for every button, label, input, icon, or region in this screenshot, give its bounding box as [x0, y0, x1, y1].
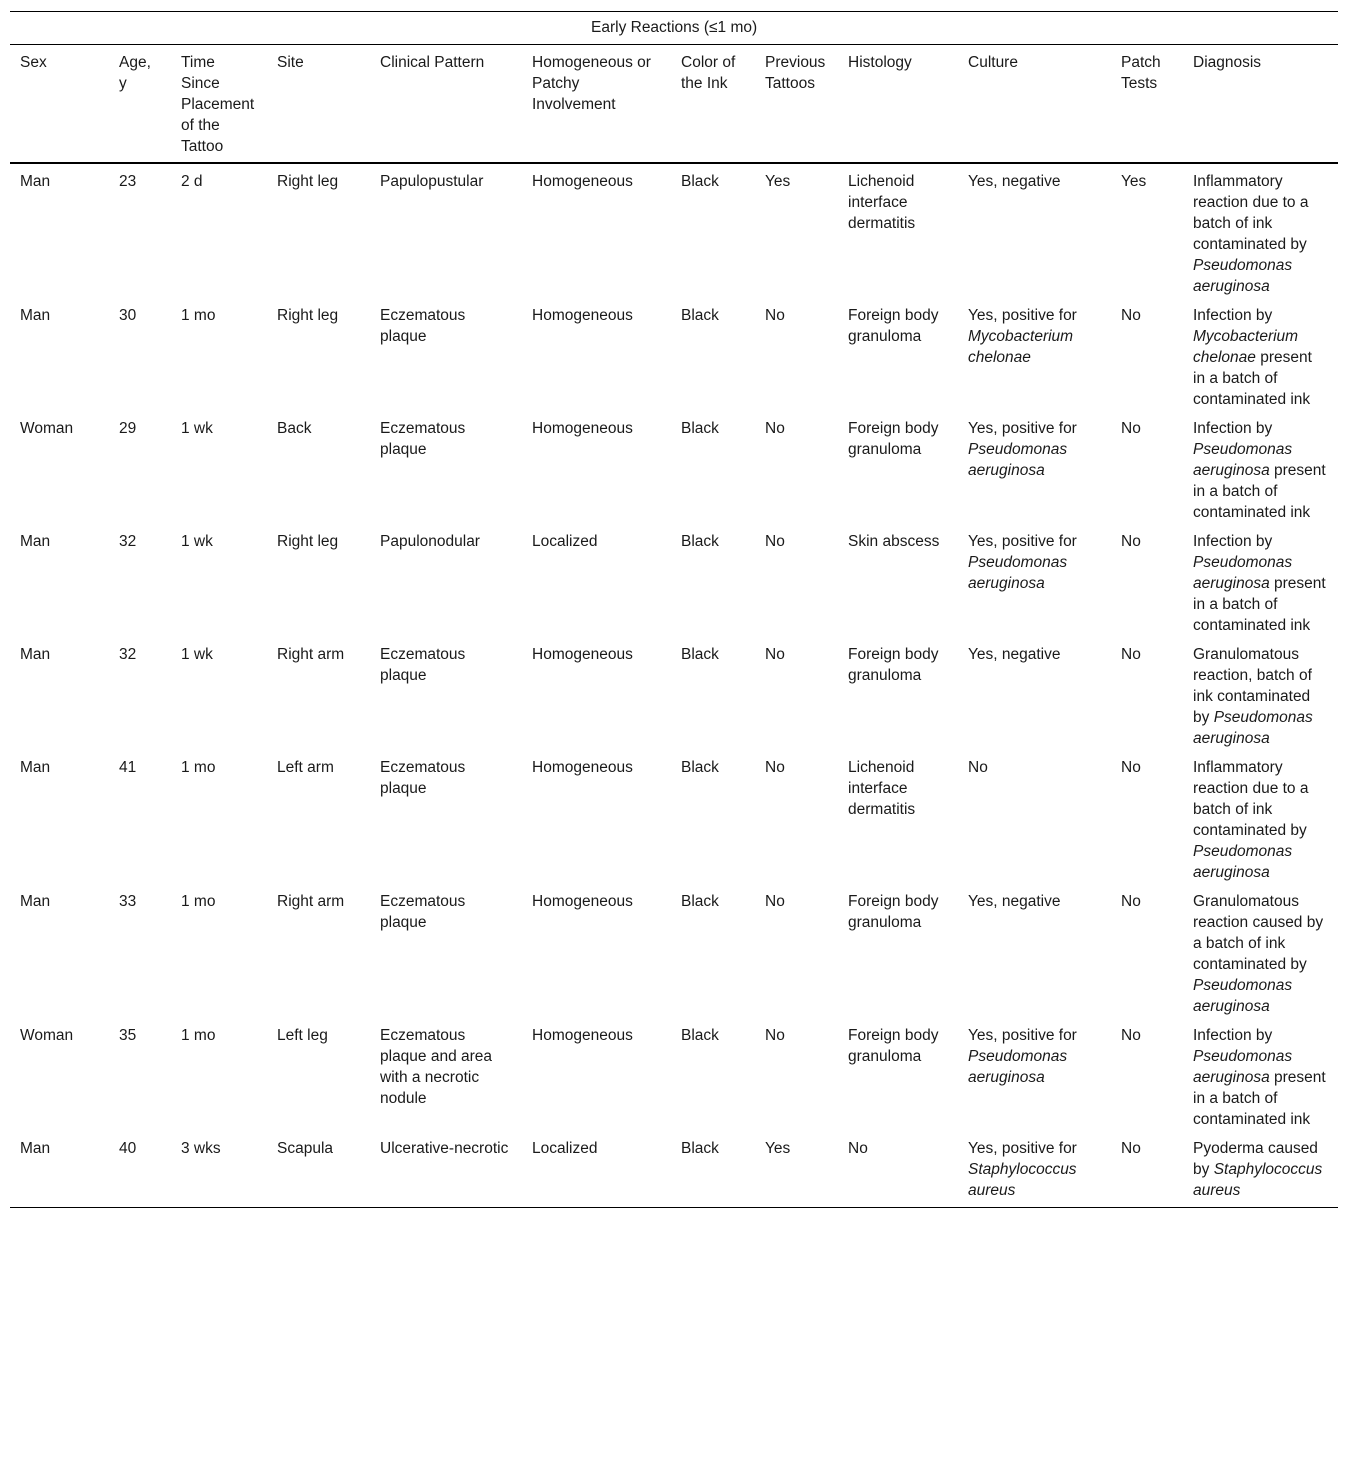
cell-previous-tattoos: Yes [765, 173, 791, 190]
cell-sex: Man [20, 307, 51, 324]
diagnosis-text: Pyoderma caused by [1193, 1140, 1318, 1178]
cell-involvement: Homogeneous [532, 307, 633, 324]
diagnosis-organism: Pseudomonas aeruginosa [1193, 257, 1293, 295]
cell-ink-color: Black [681, 533, 719, 550]
cell-site: Right leg [277, 173, 339, 190]
culture-text: Yes, positive for [968, 1027, 1077, 1044]
cell-involvement: Localized [522, 1131, 671, 1208]
cell-sex: Man [20, 533, 51, 550]
cell-previous-tattoos: No [765, 1027, 785, 1044]
cell-site: Right arm [277, 893, 345, 910]
cell-age: 29 [119, 420, 137, 437]
cell-culture [958, 298, 1111, 411]
cell-time: 3 wks [171, 1131, 267, 1208]
cell-patch-tests: No [1121, 307, 1141, 324]
cell-diagnosis [1183, 411, 1338, 524]
cell-patch-tests: Yes [1121, 173, 1147, 190]
culture-text: Yes, positive for [968, 420, 1077, 437]
diagnosis-text: Infection by [1193, 1027, 1273, 1044]
cell-site: Right arm [277, 646, 345, 663]
table-row [10, 298, 1338, 411]
cell-clinical-pattern: Papulopustular [380, 173, 484, 190]
cell-diagnosis [1183, 163, 1338, 298]
cell-ink-color: Black [681, 173, 719, 190]
cell-sex: Man [20, 893, 51, 910]
cell-time: 1 wk [181, 533, 213, 550]
early-reactions-table [10, 11, 1338, 1208]
cell-previous-tattoos: No [765, 759, 785, 776]
cell-patch-tests: No [1121, 646, 1141, 663]
cell-involvement: Homogeneous [532, 646, 633, 663]
cell-histology: Foreign body granuloma [848, 420, 939, 458]
cell-age: 40 [109, 1131, 171, 1208]
cell-sex: Man [10, 1131, 109, 1208]
cell-ink-color: Black [681, 1027, 719, 1044]
cell-histology: Skin abscess [848, 533, 940, 550]
culture-text: Yes, positive for [968, 533, 1077, 550]
cell-time: 1 mo [181, 759, 216, 776]
cell-histology: Foreign body granuloma [848, 893, 939, 931]
cell-sex: Man [20, 759, 51, 776]
cell-age: 23 [119, 173, 137, 190]
cell-site: Scapula [267, 1131, 370, 1208]
diagnosis-text: Inflammatory reaction due to a batch of ink contaminated by [1193, 759, 1309, 839]
cell-ink-color: Black [681, 759, 719, 776]
column-header-age: Age, y [109, 45, 171, 164]
diagnosis-organism: Staphylococcus aureus [1193, 1161, 1323, 1199]
culture-text: Yes, positive for [968, 1140, 1077, 1157]
cell-culture [958, 637, 1111, 750]
cell-clinical-pattern: Eczematous plaque [380, 893, 466, 931]
cell-culture [958, 884, 1111, 1018]
diagnosis-text-end: present in a batch of contaminated ink [1193, 575, 1326, 634]
cell-patch-tests: No [1121, 533, 1141, 550]
table-row [10, 637, 1338, 750]
cell-clinical-pattern: Ulcerative-necrotic [370, 1131, 522, 1208]
diagnosis-organism: Pseudomonas aeruginosa [1193, 843, 1293, 881]
cell-time: 1 mo [181, 307, 216, 324]
cell-site: Back [277, 420, 312, 437]
cell-patch-tests: No [1111, 1131, 1183, 1208]
cell-time: 2 d [181, 173, 203, 190]
table-caption: Early Reactions (≤1 mo) [10, 12, 1338, 45]
cell-histology: Lichenoid interface dermatitis [848, 759, 916, 818]
cell-age: 32 [119, 533, 137, 550]
culture-text: No [968, 759, 988, 776]
column-header-involvement: Homogeneous or Patchy Involvement [522, 45, 671, 164]
table-row [10, 163, 1338, 298]
table-row [10, 1018, 1338, 1131]
culture-organism: Pseudomonas aeruginosa [968, 1048, 1068, 1086]
diagnosis-text: Infection by [1193, 307, 1273, 324]
column-header-histology: Histology [838, 45, 958, 164]
cell-clinical-pattern: Eczematous plaque and area with a necrotic nodule [380, 1027, 493, 1107]
cell-histology: No [838, 1131, 958, 1208]
cell-involvement: Homogeneous [532, 173, 633, 190]
cell-previous-tattoos: No [765, 307, 785, 324]
cell-ink-color: Black [681, 893, 719, 910]
column-header-time: Time Since Placement of the Tattoo [171, 45, 267, 164]
culture-text: Yes, positive for [968, 307, 1077, 324]
cell-culture [958, 1018, 1111, 1131]
column-header-diagnosis: Diagnosis [1183, 45, 1338, 164]
diagnosis-organism: Mycobacterium chelonae [1193, 328, 1299, 366]
diagnosis-text: Granulomatous reaction caused by a batch of ink contaminated by [1193, 893, 1324, 973]
cell-clinical-pattern: Eczematous plaque [380, 646, 466, 684]
cell-time: 1 mo [181, 893, 216, 910]
cell-clinical-pattern: Eczematous plaque [380, 307, 466, 345]
diagnosis-text-end: present in a batch of contaminated ink [1193, 462, 1326, 521]
culture-text: Yes, negative [968, 173, 1061, 190]
cell-involvement: Homogeneous [532, 420, 633, 437]
table-row [10, 884, 1338, 1018]
cell-age: 33 [119, 893, 137, 910]
culture-text: Yes, negative [968, 646, 1061, 663]
cell-age: 32 [119, 646, 137, 663]
cell-sex: Man [20, 173, 51, 190]
cell-diagnosis [1183, 298, 1338, 411]
cell-time: 1 wk [181, 420, 213, 437]
cell-involvement: Homogeneous [532, 1027, 633, 1044]
diagnosis-text: Infection by [1193, 420, 1273, 437]
cell-diagnosis [1183, 884, 1338, 1018]
cell-histology: Lichenoid interface dermatitis [848, 173, 916, 232]
cell-involvement: Localized [532, 533, 598, 550]
diagnosis-organism: Pseudomonas aeruginosa [1193, 1048, 1293, 1086]
diagnosis-organism: Pseudomonas aeruginosa [1193, 709, 1313, 747]
table-row [10, 411, 1338, 524]
diagnosis-text-end: present in a batch of contaminated ink [1193, 349, 1312, 408]
cell-diagnosis [1183, 637, 1338, 750]
cell-diagnosis [1183, 750, 1338, 884]
diagnosis-text: Infection by [1193, 533, 1273, 550]
column-header-ink-color: Color of the Ink [671, 45, 755, 164]
cell-ink-color: Black [671, 1131, 755, 1208]
cell-histology: Foreign body granuloma [848, 1027, 939, 1065]
cell-involvement: Homogeneous [532, 893, 633, 910]
column-header-culture: Culture [958, 45, 1111, 164]
culture-organism: Pseudomonas aeruginosa [968, 441, 1068, 479]
column-header-site: Site [267, 45, 370, 164]
diagnosis-organism: Pseudomonas aeruginosa [1193, 441, 1293, 479]
cell-previous-tattoos: No [765, 893, 785, 910]
diagnosis-organism: Pseudomonas aeruginosa [1193, 554, 1293, 592]
cell-time: 1 wk [181, 646, 213, 663]
cell-involvement: Homogeneous [532, 759, 633, 776]
cell-clinical-pattern: Eczematous plaque [380, 759, 466, 797]
cell-sex: Man [20, 646, 51, 663]
cell-patch-tests: No [1121, 759, 1141, 776]
cell-patch-tests: No [1121, 893, 1141, 910]
cell-age: 41 [119, 759, 137, 776]
cell-clinical-pattern: Eczematous plaque [380, 420, 466, 458]
cell-patch-tests: No [1121, 420, 1141, 437]
cell-patch-tests: No [1121, 1027, 1141, 1044]
cell-culture [958, 1131, 1111, 1208]
cell-histology: Foreign body granuloma [848, 646, 939, 684]
cell-culture [958, 411, 1111, 524]
column-header-previous-tattoos: Previous Tattoos [755, 45, 838, 164]
cell-site: Right leg [277, 533, 339, 550]
cell-time: 1 mo [181, 1027, 216, 1044]
table-row [10, 1131, 1338, 1208]
cell-diagnosis [1183, 1131, 1338, 1208]
cell-culture [958, 524, 1111, 637]
cell-age: 30 [119, 307, 137, 324]
cell-site: Left arm [277, 759, 334, 776]
cell-previous-tattoos: No [765, 533, 785, 550]
culture-organism: Staphylococcus aureus [968, 1161, 1077, 1199]
culture-text: Yes, negative [968, 893, 1061, 910]
diagnosis-text: Granulomatous reaction, batch of ink contaminated by [1193, 646, 1312, 726]
cell-site: Left leg [277, 1027, 328, 1044]
diagnosis-text: Inflammatory reaction due to a batch of ink contaminated by [1193, 173, 1309, 253]
cell-previous-tattoos: No [765, 420, 785, 437]
cell-ink-color: Black [681, 420, 719, 437]
cell-clinical-pattern: Papulonodular [380, 533, 480, 550]
culture-organism: Mycobacterium chelonae [968, 328, 1074, 366]
cell-diagnosis [1183, 524, 1338, 637]
cell-diagnosis [1183, 1018, 1338, 1131]
diagnosis-organism: Pseudomonas aeruginosa [1193, 977, 1293, 1015]
cell-ink-color: Black [681, 307, 719, 324]
column-header-sex: Sex [10, 45, 109, 164]
table-caption-row [10, 12, 1338, 45]
cell-culture [958, 163, 1111, 298]
table-header-row [10, 45, 1338, 164]
culture-organism: Pseudomonas aeruginosa [968, 554, 1068, 592]
cell-site: Right leg [277, 307, 339, 324]
cell-sex: Woman [20, 420, 74, 437]
cell-ink-color: Black [681, 646, 719, 663]
table-row [10, 524, 1338, 637]
cell-previous-tattoos: Yes [755, 1131, 838, 1208]
column-header-patch-tests: Patch Tests [1111, 45, 1183, 164]
table-row [10, 750, 1338, 884]
cell-sex: Woman [20, 1027, 74, 1044]
cell-age: 35 [119, 1027, 137, 1044]
diagnosis-text-end: present in a batch of contaminated ink [1193, 1069, 1326, 1128]
cell-previous-tattoos: No [765, 646, 785, 663]
cell-histology: Foreign body granuloma [848, 307, 939, 345]
column-header-clinical-pattern: Clinical Pattern [370, 45, 522, 164]
cell-culture [958, 750, 1111, 884]
